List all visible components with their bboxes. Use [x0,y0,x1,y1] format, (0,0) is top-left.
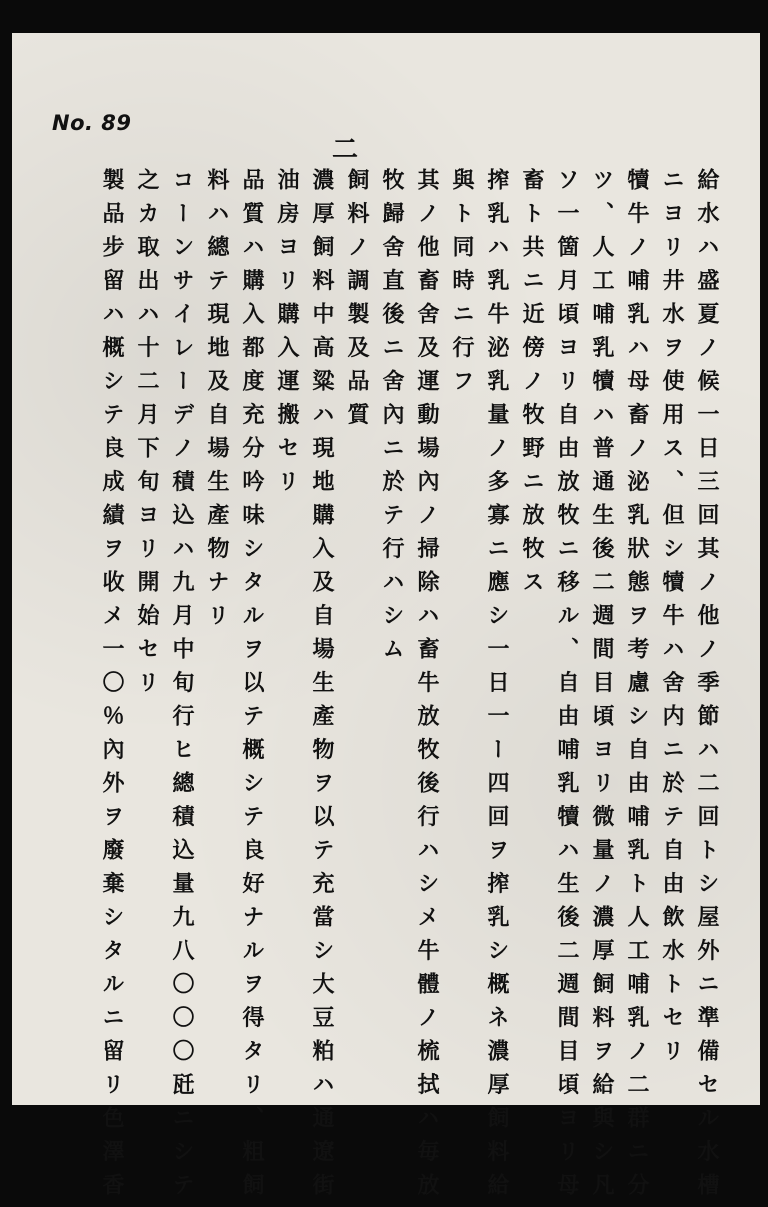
section-heading: 二 [332,135,359,165]
text-column: 油房ヨリ購入運搬セリ [274,168,300,503]
subsection-heading: 飼料ノ調製及品質 [344,168,370,436]
text-column: 其ノ他畜舍及運動場內ノ掃除ハ畜牛放牧後行ハシメ牛體ノ梳拭ハ毎放 [414,168,440,1207]
text-column: 品質ハ購入都度充分吟味シタルヲ以テ概シテ良好ナルヲ得タリ、粗飼 [239,168,265,1207]
text-column: 料ハ總テ現地及自場生產物ナリ [204,168,230,637]
text-column: 犢牛ノ哺乳ハ母畜ノ泌乳狀態ヲ考慮シ自由哺乳ト人工哺乳ノ二群ニ分 [624,168,650,1207]
page-number: No. 89 [52,111,132,135]
text-column: 牧歸舍直後ニ舍內ニ於テ行ハシム [379,168,405,671]
text-column: 之カ取出ハ十二月下旬ヨリ開始セリ [134,168,160,704]
text-column: ソ一箇月頃ヨリ自由放牧ニ移ル、自由哺乳犢ハ生後二週間目頃ヨリ母 [554,168,580,1207]
document-page [12,33,760,1207]
text-column: 與ト同時ニ行フ [449,168,475,403]
text-column: ニヨリ井水ヲ使用ス、但シ犢牛ハ舍内ニ於テ自由飲水トセリ [659,168,685,1073]
text-column: 畜ト共ニ近傍ノ牧野ニ放牧ス [519,168,545,604]
text-column: 濃厚飼料中高粱ハ現地購入及自場生產物ヲ以テ充當シ大豆粕ハ通遼街 [309,168,335,1207]
text-column: ツ、人工哺乳犢ハ普通生後二週間目頃ヨリ微量ノ濃厚飼料ヲ給與シ凡 [589,168,615,1207]
vertical-text-body [82,168,722,1207]
text-column: コーンサイレーデノ積込ハ九月中旬行ヒ總積込量九八〇〇〇瓩ニシテ [169,168,195,1207]
text-column: 製品步留ハ概シテ良成績ヲ收メ一〇％內外ヲ廢棄シタルニ留リ色澤香 [99,168,125,1207]
text-column: 給水ハ盛夏ノ候一日三回其ノ他ノ季節ハ二回トシ屋外ニ準備セル水槽 [694,168,720,1207]
text-column: 搾乳ハ乳牛泌乳量ノ多寡ニ應シ一日一ー四回ヲ搾乳シ概ネ濃厚飼料給 [484,168,510,1207]
